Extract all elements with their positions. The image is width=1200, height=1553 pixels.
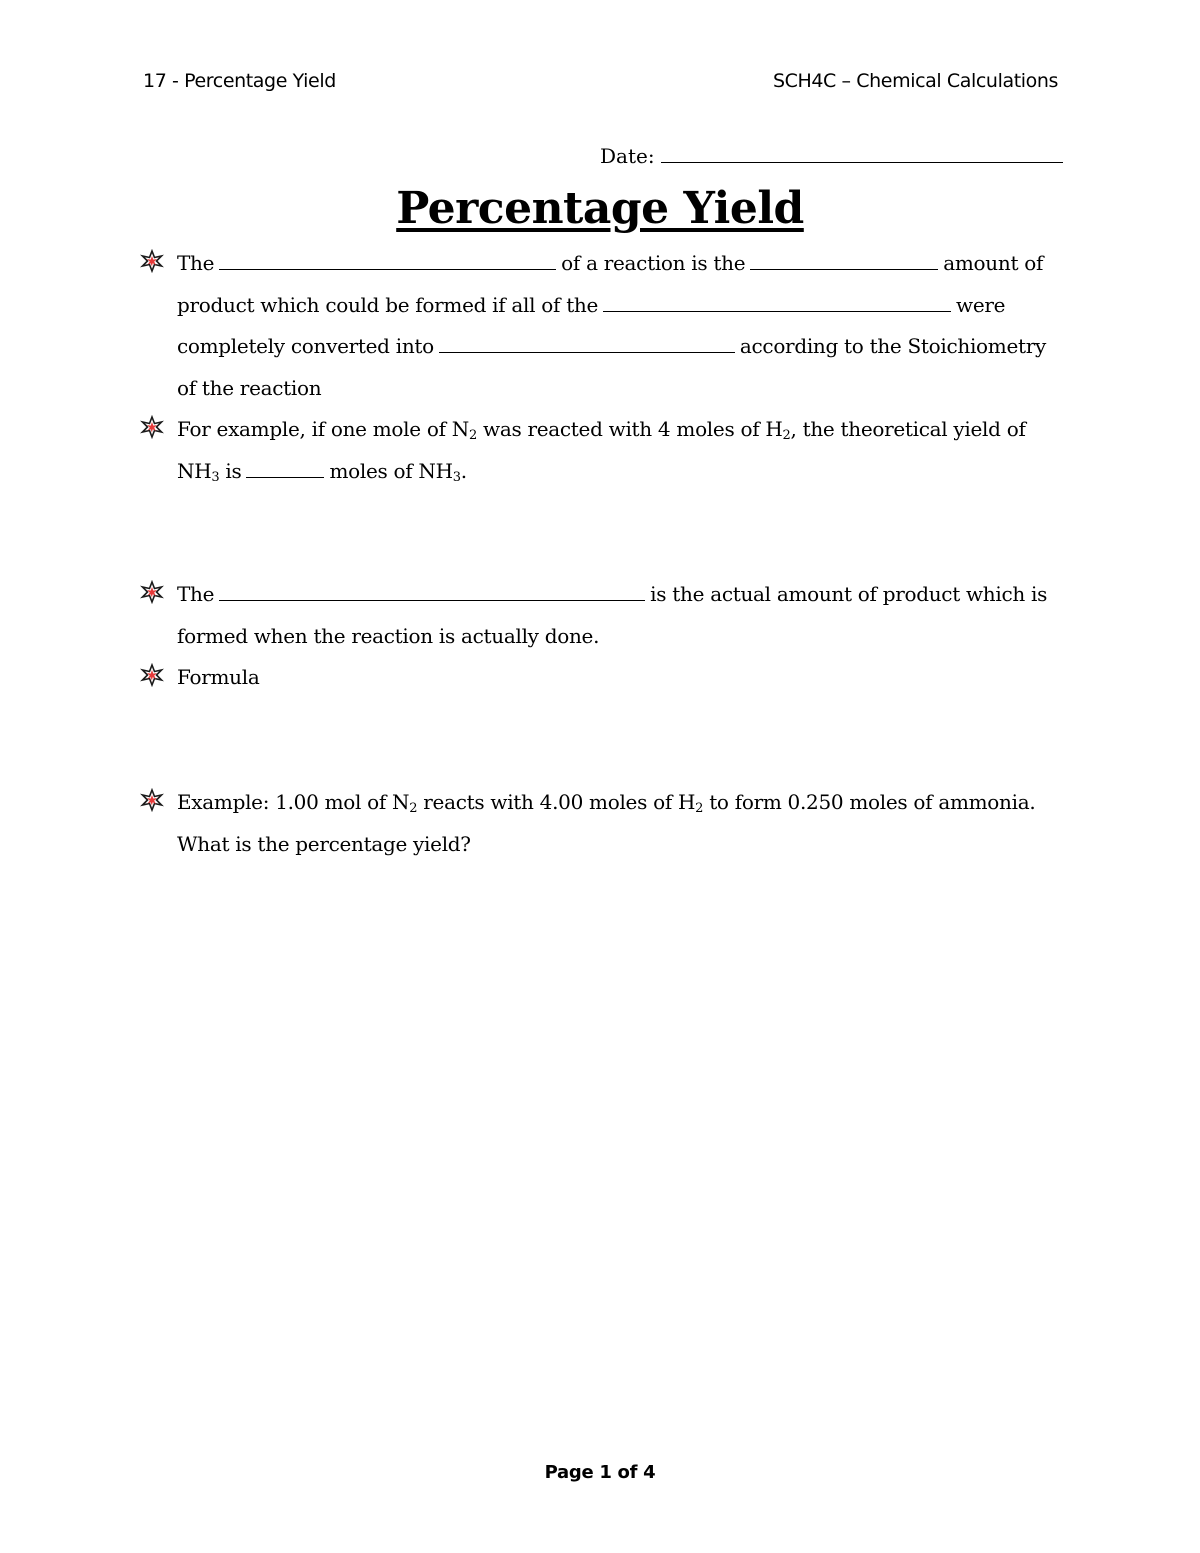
- bullet-item: [140, 574, 1060, 657]
- blank-field: [219, 249, 556, 270]
- b5-text-2: reacts with 4.00 moles of H: [417, 790, 696, 814]
- b3-text-1: The: [177, 582, 215, 606]
- subscript: 2: [468, 428, 477, 443]
- page-number: Page 1 of 4: [544, 1462, 656, 1483]
- subscript: 3: [452, 469, 461, 485]
- date-line: [600, 144, 1063, 168]
- bullet-item: [140, 409, 1060, 492]
- blank-field: [246, 457, 324, 478]
- subscript: 2: [782, 428, 791, 443]
- b1-text-4: product which could be formed if all of the: [177, 292, 599, 317]
- b1-text-8: of the reaction: [177, 375, 322, 400]
- b2-text-4: NH: [177, 458, 212, 483]
- date-label: Date:: [600, 144, 655, 168]
- b2-text-5: is: [219, 458, 242, 483]
- b2-text-2: was reacted with 4 moles of H: [476, 417, 783, 441]
- bullet-item: [140, 657, 1060, 699]
- subscript: 3: [211, 469, 220, 485]
- b2-text-3: , the theoretical yield of: [790, 417, 1026, 441]
- b1-text-2: of a reaction is the: [561, 251, 746, 275]
- header-left: 17 - Percentage Yield: [143, 70, 336, 92]
- b3-text-3: formed when the reaction is actually done.: [177, 623, 600, 648]
- b2-text-1: For example, if one mole of N: [177, 417, 469, 441]
- b1-text-3: amount of: [943, 251, 1044, 275]
- b1-text-5: were: [956, 292, 1006, 317]
- blank-field: [750, 249, 938, 270]
- b1-text-7: according to the Stoichiometry: [739, 334, 1046, 358]
- star-bullet-icon: [140, 788, 164, 812]
- b4-text-1: Formula: [177, 665, 260, 689]
- star-bullet-icon: [140, 663, 164, 687]
- blank-field: [439, 332, 735, 353]
- star-bullet-icon: [140, 415, 164, 439]
- b5-text-3: to form 0.250 moles of ammonia.: [703, 790, 1036, 814]
- b2-text-7: .: [460, 458, 467, 483]
- bullet-item: [140, 782, 1060, 865]
- date-blank: [661, 144, 1063, 163]
- b2-text-6: moles of NH: [329, 458, 453, 483]
- bullet-item: [140, 243, 1060, 409]
- header-right: SCH4C – Chemical Calculations: [772, 70, 1058, 92]
- b3-text-2: is the actual amount of product which is: [650, 582, 1048, 606]
- b5-text-1: Example: 1.00 mol of N: [177, 790, 410, 814]
- b1-text-6: completely converted into: [177, 334, 434, 358]
- blank-field: [603, 291, 951, 312]
- star-bullet-icon: [140, 249, 164, 273]
- star-bullet-icon: [140, 580, 164, 604]
- b1-text-1: The: [177, 251, 215, 275]
- page-title: Percentage Yield: [396, 183, 804, 234]
- b5-text-4: What is the percentage yield?: [177, 831, 471, 856]
- subscript: 2: [695, 801, 704, 816]
- blank-field: [219, 580, 645, 601]
- subscript: 2: [409, 801, 418, 816]
